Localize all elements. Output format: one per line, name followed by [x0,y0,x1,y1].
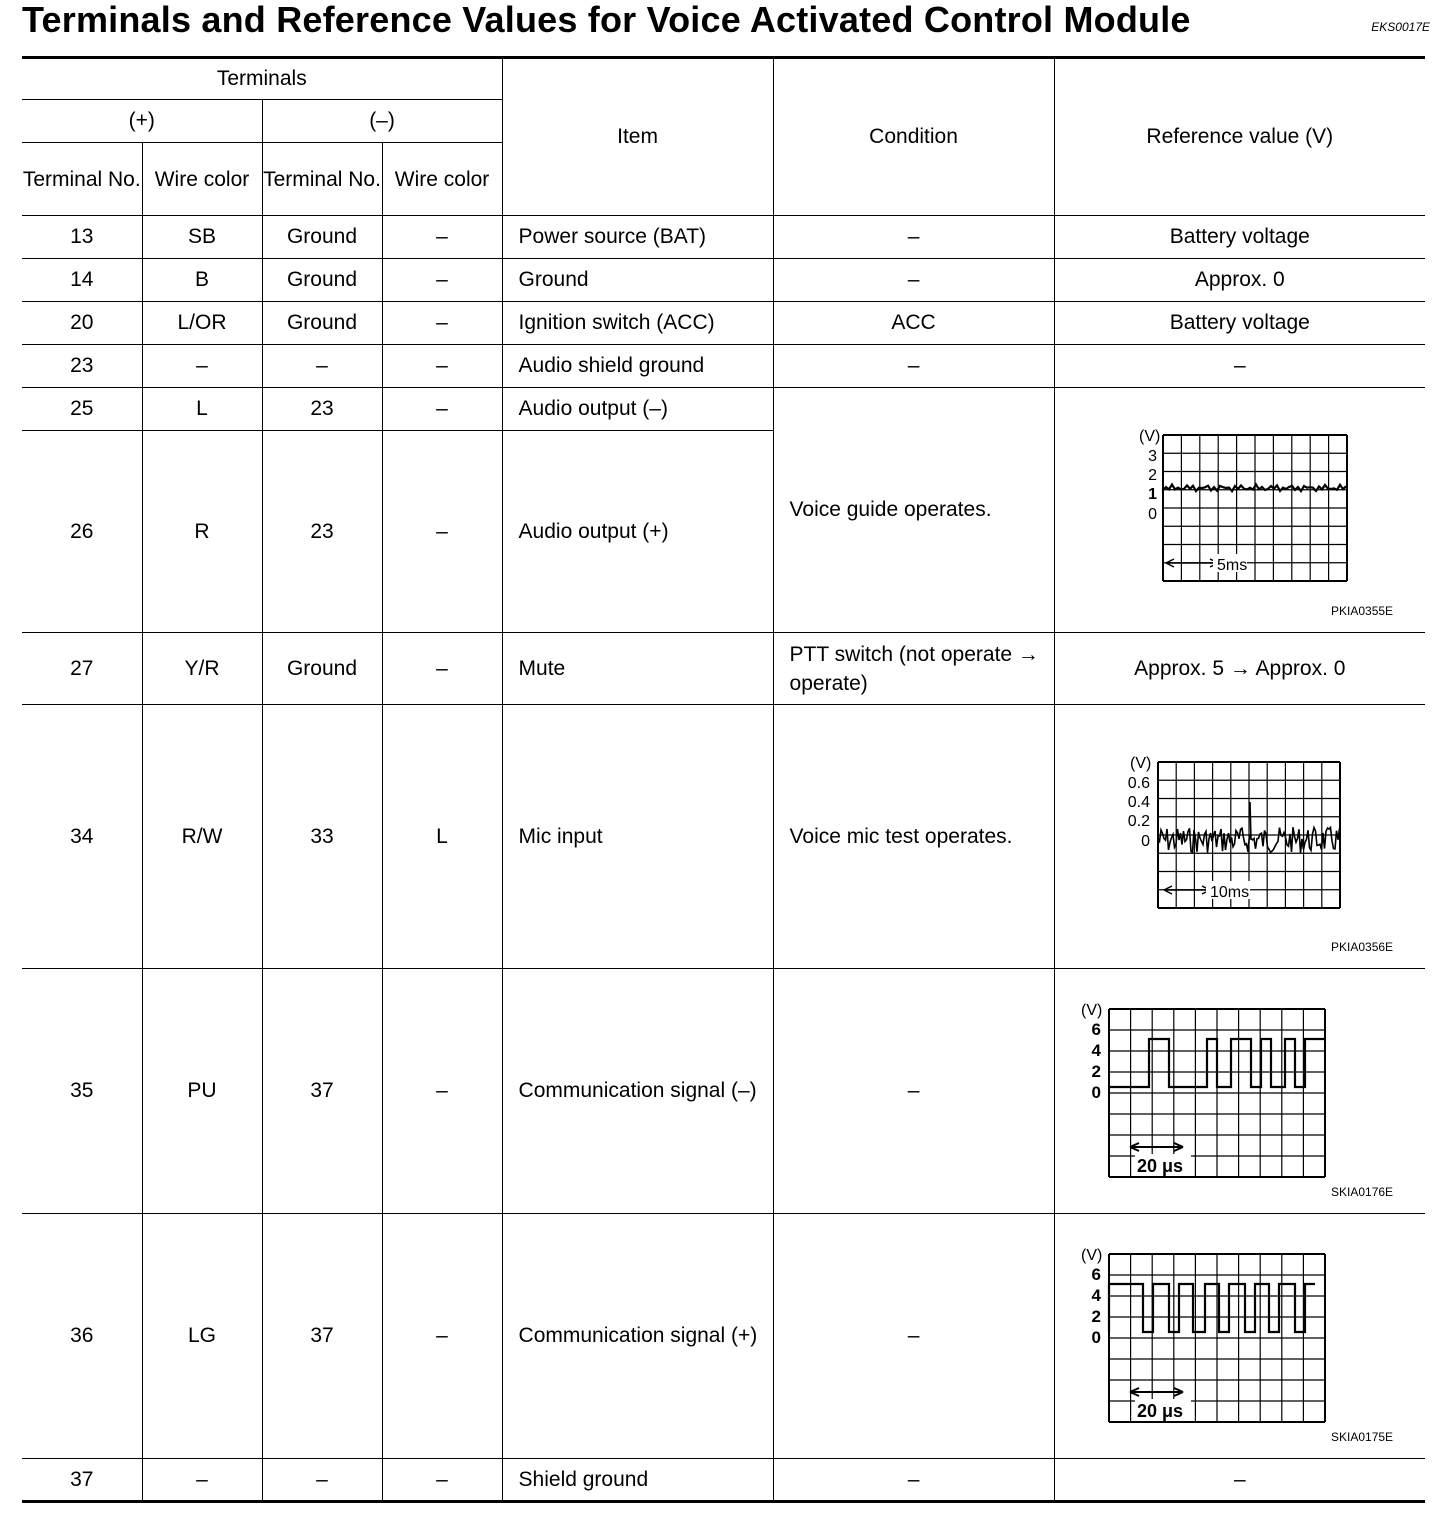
y-tick-label: 2 [1091,1306,1101,1326]
header-condition: Condition [773,58,1054,216]
minus-wire-color: – [382,969,502,1214]
time-division-label: 20 μs [1136,1155,1183,1176]
condition: – [773,1214,1054,1459]
item: Communication signal (–) [502,969,773,1214]
time-division-label: 5ms [1216,557,1248,574]
table-row [22,1459,1425,1502]
plus-terminal-no: 20 [22,302,142,345]
condition: – [773,1459,1054,1502]
minus-terminal-no: Ground [262,216,382,259]
time-division-label: 20 μs [1136,1400,1183,1421]
minus-terminal-no: Ground [262,633,382,705]
table-row [22,1214,1425,1459]
mic-waveform-graph [1120,752,1360,922]
time-division-arrow [1166,559,1218,567]
item: Mic input [502,705,773,969]
waveform-unit: (V) [1080,1246,1102,1264]
condition: – [773,259,1054,302]
y-tick-label: 0.2 [1127,812,1150,830]
reference-value: Approx. 5 → Approx. 0 [1054,633,1425,705]
minus-wire-color: – [382,259,502,302]
plus-terminal-no: 37 [22,1459,142,1502]
table-row [22,705,1425,969]
item: Shield ground [502,1459,773,1502]
minus-wire-color: – [382,431,502,633]
header-minus-wire-color: Wire color [382,143,502,216]
reference-waveform-audio [1054,388,1425,633]
item: Audio output (+) [502,431,773,633]
plus-terminal-no: 35 [22,969,142,1214]
figure-code: SKIA0175E [1331,1430,1394,1444]
minus-terminal-no: 33 [262,705,382,969]
y-tick-label: 6 [1091,1264,1101,1284]
plus-wire-color: L [142,388,262,431]
minus-wire-color: – [382,388,502,431]
minus-terminal-no: 23 [262,431,382,633]
plus-wire-color: – [142,1459,262,1502]
plus-wire-color: PU [142,969,262,1214]
y-tick-label: 0 [1091,1327,1101,1347]
item: Audio shield ground [502,345,773,388]
y-tick-label: 0 [1147,506,1157,523]
waveform-unit: (V) [1138,428,1161,445]
plus-terminal-no: 14 [22,259,142,302]
table-row [22,345,1425,388]
y-tick-label: 0.4 [1127,793,1150,811]
plus-terminal-no: 13 [22,216,142,259]
item: Mute [502,633,773,705]
item: Communication signal (+) [502,1214,773,1459]
figure-code: PKIA0356E [1331,940,1394,954]
figure-code: SKIA0176E [1331,1185,1394,1199]
y-tick-label: 2 [1147,467,1157,484]
comm-minus-waveform-graph [1075,999,1345,1184]
condition: – [773,345,1054,388]
page-title: Terminals and Reference Values for Voice Activated Control Module [22,0,1191,40]
document-code: EKS0017E [1371,20,1430,34]
waveform-unit: (V) [1080,1001,1102,1019]
y-tick-label: 0.6 [1127,774,1150,792]
condition: Voice mic test operates. [773,705,1054,969]
y-tick-label: 3 [1147,448,1157,465]
plus-wire-color: Y/R [142,633,262,705]
y-tick-label: 0 [1140,832,1150,850]
audio-waveform-graph [1125,425,1355,595]
minus-wire-color: – [382,216,502,259]
waveform-trace [1109,1039,1325,1087]
table-row [22,969,1425,1214]
condition: Voice guide operates. [773,388,1054,633]
reference-waveform-comm-plus [1054,1214,1425,1459]
plus-terminal-no: 23 [22,345,142,388]
header-reference-value: Reference value (V) [1054,58,1425,216]
plus-wire-color: B [142,259,262,302]
time-division-arrow [1130,1143,1183,1151]
plus-wire-color: L/OR [142,302,262,345]
reference-value: – [1054,1459,1425,1502]
table-row [22,633,1425,705]
reference-waveform-comm-minus [1054,969,1425,1214]
minus-wire-color: – [382,633,502,705]
table-row [22,302,1425,345]
reference-value: Battery voltage [1054,302,1425,345]
plus-terminal-no: 26 [22,431,142,633]
minus-terminal-no: – [262,345,382,388]
table-row [22,216,1425,259]
waveform-unit: (V) [1129,754,1152,772]
table-row [22,388,1425,431]
header-item: Item [502,58,773,216]
item: Power source (BAT) [502,216,773,259]
plus-wire-color: R [142,431,262,633]
condition: – [773,969,1054,1214]
plus-wire-color: – [142,345,262,388]
y-tick-label: 4 [1091,1285,1101,1305]
condition: ACC [773,302,1054,345]
table-row [22,259,1425,302]
reference-values-table [22,56,1425,1503]
item: Ground [502,259,773,302]
minus-terminal-no: 37 [262,969,382,1214]
condition: – [773,216,1054,259]
condition: PTT switch (not operate → operate) [773,633,1054,705]
minus-wire-color: L [382,705,502,969]
plus-terminal-no: 36 [22,1214,142,1459]
reference-value: – [1054,345,1425,388]
y-tick-label: 1 [1147,486,1157,503]
item: Ignition switch (ACC) [502,302,773,345]
header-minus: (–) [262,100,502,143]
minus-wire-color: – [382,302,502,345]
y-tick-label: 6 [1091,1019,1101,1039]
header-plus: (+) [22,100,262,143]
minus-terminal-no: Ground [262,302,382,345]
plus-wire-color: LG [142,1214,262,1459]
minus-terminal-no: 23 [262,388,382,431]
minus-terminal-no: – [262,1459,382,1502]
plus-terminal-no: 27 [22,633,142,705]
minus-wire-color: – [382,1459,502,1502]
header-plus-terminal-no: Terminal No. [22,143,142,216]
plus-wire-color: SB [142,216,262,259]
time-division-label: 10ms [1209,883,1249,901]
waveform-trace [1109,1284,1315,1332]
minus-terminal-no: Ground [262,259,382,302]
y-tick-label: 0 [1091,1082,1101,1102]
plus-terminal-no: 34 [22,705,142,969]
item: Audio output (–) [502,388,773,431]
header-terminals: Terminals [22,58,502,100]
reference-value: Approx. 0 [1054,259,1425,302]
minus-wire-color: – [382,345,502,388]
time-division-arrow [1130,1388,1183,1396]
y-tick-label: 4 [1091,1040,1101,1060]
reference-value: Battery voltage [1054,216,1425,259]
y-tick-label: 2 [1091,1061,1101,1081]
header-plus-wire-color: Wire color [142,143,262,216]
header-minus-terminal-no: Terminal No. [262,143,382,216]
minus-wire-color: – [382,1214,502,1459]
plus-wire-color: R/W [142,705,262,969]
reference-waveform-mic [1054,705,1425,969]
time-division-arrow [1164,886,1210,894]
minus-terminal-no: 37 [262,1214,382,1459]
plus-terminal-no: 25 [22,388,142,431]
comm-plus-waveform-graph [1075,1244,1345,1429]
figure-code: PKIA0355E [1331,604,1394,618]
